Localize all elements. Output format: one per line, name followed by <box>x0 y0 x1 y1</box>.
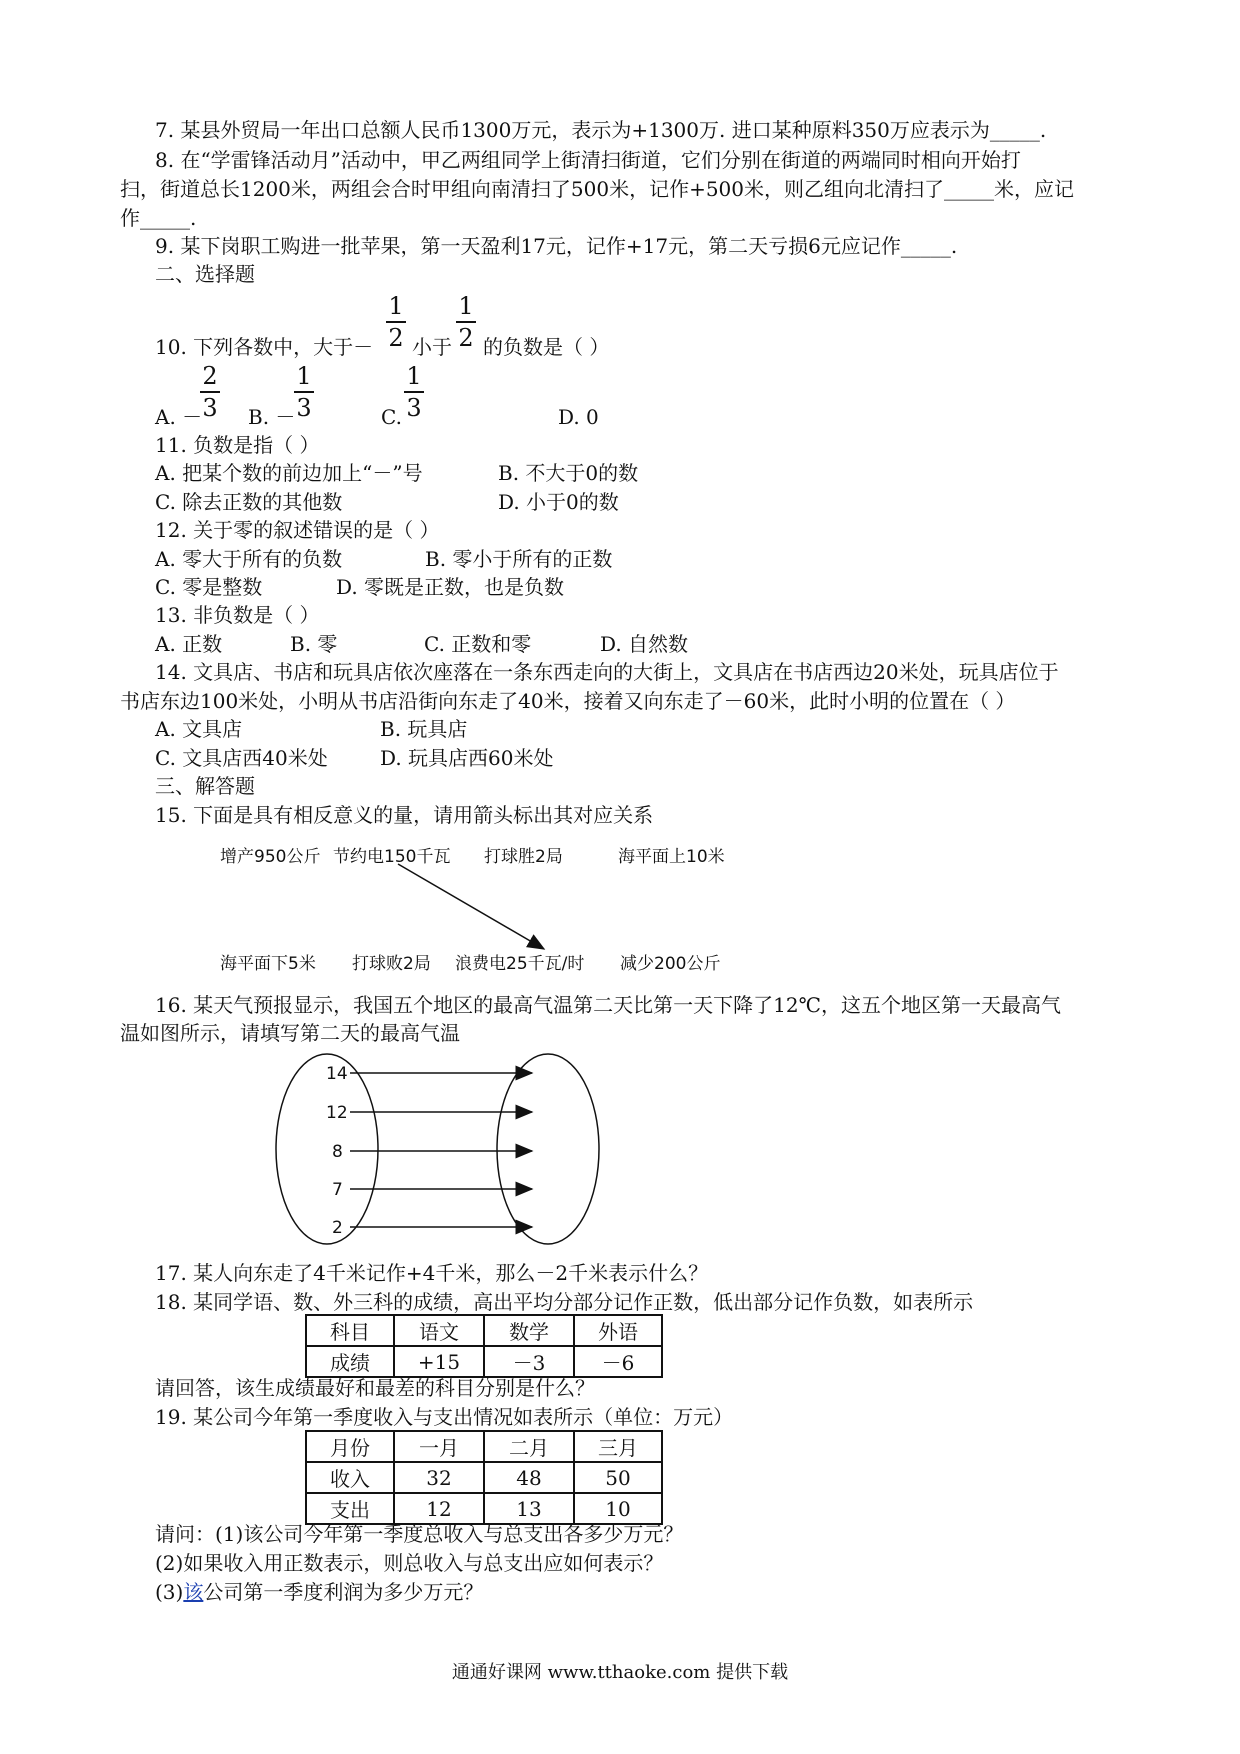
question-14-line-2: 书店东边100米处，小明从书店沿街向东走了40米，接着又向东走了－60米，此时小明的位置在（ ） <box>120 689 1016 713</box>
q16-mapping-diagram <box>270 1050 610 1250</box>
option-14-b: B. 玩具店 <box>380 717 468 741</box>
question-19-part-3 <box>155 1578 483 1606</box>
q15-bottom-3: 浪费电25千瓦/时 <box>455 954 585 974</box>
q15-bottom-4: 减少200公斤 <box>620 954 721 974</box>
expense-jan: 12 <box>394 1493 484 1524</box>
section-2-heading: 二、选择题 <box>155 262 255 286</box>
option-13-a: A. 正数 <box>155 632 223 656</box>
question-8-line-3: 作_____. <box>120 206 197 230</box>
question-13: 13. 非负数是（ ） <box>155 603 320 627</box>
q16-value-1: 14 <box>326 1064 348 1084</box>
income-label: 收入 <box>306 1462 394 1493</box>
score-chinese: +15 <box>394 1346 484 1377</box>
question-19-part-1: 请问：(1)该公司今年第一季度总收入与总支出各多少万元？ <box>155 1522 684 1546</box>
score-row-label: 成绩 <box>306 1346 394 1377</box>
question-10-prefix: 10. 下列各数中，大于－ <box>155 335 374 359</box>
question-16-line-1: 16. 某天气预报显示，我国五个地区的最高气温第二天比第一天下降了12℃，这五个地区第一天最高气 <box>155 993 1061 1017</box>
question-18: 18. 某同学语、数、外三科的成绩，高出平均分部分记作正数，低出部分记作负数，如表所示 <box>155 1290 974 1314</box>
question-7: 7. 某县外贸局一年出口总额人民币1300万元，表示为+1300万. 进口某种原料350万应表示为_____. <box>155 118 1047 142</box>
finance-header-mar: 三月 <box>574 1431 662 1462</box>
option-11-d: D. 小于0的数 <box>498 490 619 514</box>
q15-bottom-1: 海平面下5米 <box>220 954 316 974</box>
finance-header-jan: 一月 <box>394 1431 484 1462</box>
score-header-subject: 科目 <box>306 1315 394 1346</box>
question-10-suffix: 的负数是（ ） <box>483 335 610 359</box>
question-8-line-1: 8. 在“学雷锋活动月”活动中，甲乙两组同学上街清扫街道，它们分别在街道的两端同时相向开始打 <box>155 148 1021 172</box>
q16-value-4: 7 <box>332 1180 343 1200</box>
question-15: 15. 下面是具有相反意义的量，请用箭头标出其对应关系 <box>155 803 654 827</box>
option-12-a: A. 零大于所有的负数 <box>155 547 343 571</box>
fraction-one-half-a: 1 2 <box>384 293 408 351</box>
question-19-link[interactable]: 该 <box>183 1580 204 1604</box>
finance-header-month: 月份 <box>306 1431 394 1462</box>
option-13-c: C. 正数和零 <box>424 632 532 656</box>
fraction-one-third-c: 1 3 <box>402 363 426 421</box>
question-16-line-2: 温如图所示，请填写第二天的最高气温 <box>120 1021 460 1045</box>
q16-value-2: 12 <box>326 1103 348 1123</box>
q15-top-2: 节约电150千瓦 <box>333 847 451 867</box>
question-19-part-2: (2)如果收入用正数表示，则总收入与总支出应如何表示？ <box>155 1551 664 1575</box>
score-header-english: 外语 <box>574 1315 662 1346</box>
option-13-b: B. 零 <box>290 632 338 656</box>
expense-label: 支出 <box>306 1493 394 1524</box>
option-10-c: C. <box>381 405 402 429</box>
option-10-a: A. － <box>155 405 203 429</box>
expense-feb: 13 <box>484 1493 574 1524</box>
score-math: －3 <box>484 1346 574 1377</box>
fraction-one-half-b: 1 2 <box>454 293 478 351</box>
question-12: 12. 关于零的叙述错误的是（ ） <box>155 518 440 542</box>
option-14-d: D. 玩具店西60米处 <box>380 746 554 770</box>
option-10-d: D. 0 <box>558 405 599 429</box>
question-19-part-3-prefix: (3) <box>155 1580 184 1604</box>
option-10-b: B. － <box>248 405 296 429</box>
score-header-chinese: 语文 <box>394 1315 484 1346</box>
option-11-b: B. 不大于0的数 <box>498 461 639 485</box>
option-14-c: C. 文具店西40米处 <box>155 746 328 770</box>
right-ellipse <box>497 1054 599 1244</box>
expense-mar: 10 <box>574 1493 662 1524</box>
score-english: －6 <box>574 1346 662 1377</box>
question-10-middle: 小于 <box>412 335 452 359</box>
section-3-heading: 三、解答题 <box>155 774 255 798</box>
q16-value-5: 2 <box>332 1218 343 1238</box>
option-12-c: C. 零是整数 <box>155 575 263 599</box>
question-8-line-2: 扫，街道总长1200米，两组会合时甲组向南清扫了500米，记作+500米，则乙组向北清扫了_____米，应记 <box>120 177 1075 201</box>
question-14-line-1: 14. 文具店、书店和玩具店依次座落在一条东西走向的大街上，文具店在书店西边20米处，玩具店位于 <box>155 660 1059 684</box>
score-table <box>305 1314 663 1378</box>
question-11: 11. 负数是指（ ） <box>155 433 320 457</box>
fraction-two-thirds: 2 3 <box>198 363 222 421</box>
option-11-a: A. 把某个数的前边加上“－”号 <box>155 461 423 485</box>
q15-top-1: 增产950公斤 <box>220 847 321 867</box>
question-19: 19. 某公司今年第一季度收入与支出情况如表所示（单位：万元） <box>155 1405 734 1429</box>
finance-header-feb: 二月 <box>484 1431 574 1462</box>
score-header-math: 数学 <box>484 1315 574 1346</box>
q15-top-4: 海平面上10米 <box>618 847 725 867</box>
q15-top-3: 打球胜2局 <box>484 847 563 867</box>
question-19-part-3-suffix: 公司第一季度利润为多少万元？ <box>203 1580 484 1604</box>
option-12-d: D. 零既是正数，也是负数 <box>336 575 565 599</box>
q15-bottom-2: 打球败2局 <box>352 954 431 974</box>
option-12-b: B. 零小于所有的正数 <box>425 547 613 571</box>
finance-table <box>305 1430 663 1525</box>
income-mar: 50 <box>574 1462 662 1493</box>
page-footer: 通通好课网 www.tthaoke.com 提供下载 <box>451 1662 789 1683</box>
question-9: 9. 某下岗职工购进一批苹果，第一天盈利17元，记作+17元，第二天亏损6元应记作_____. <box>155 234 958 258</box>
option-13-d: D. 自然数 <box>600 632 689 656</box>
question-17: 17. 某人向东走了4千米记作+4千米，那么－2千米表示什么？ <box>155 1261 709 1285</box>
income-feb: 48 <box>484 1462 574 1493</box>
q16-value-3: 8 <box>332 1142 343 1162</box>
fraction-one-third-b: 1 3 <box>292 363 316 421</box>
option-11-c: C. 除去正数的其他数 <box>155 490 343 514</box>
income-jan: 32 <box>394 1462 484 1493</box>
question-18-ask: 请回答，该生成绩最好和最差的科目分别是什么？ <box>155 1376 595 1400</box>
option-14-a: A. 文具店 <box>155 717 243 741</box>
